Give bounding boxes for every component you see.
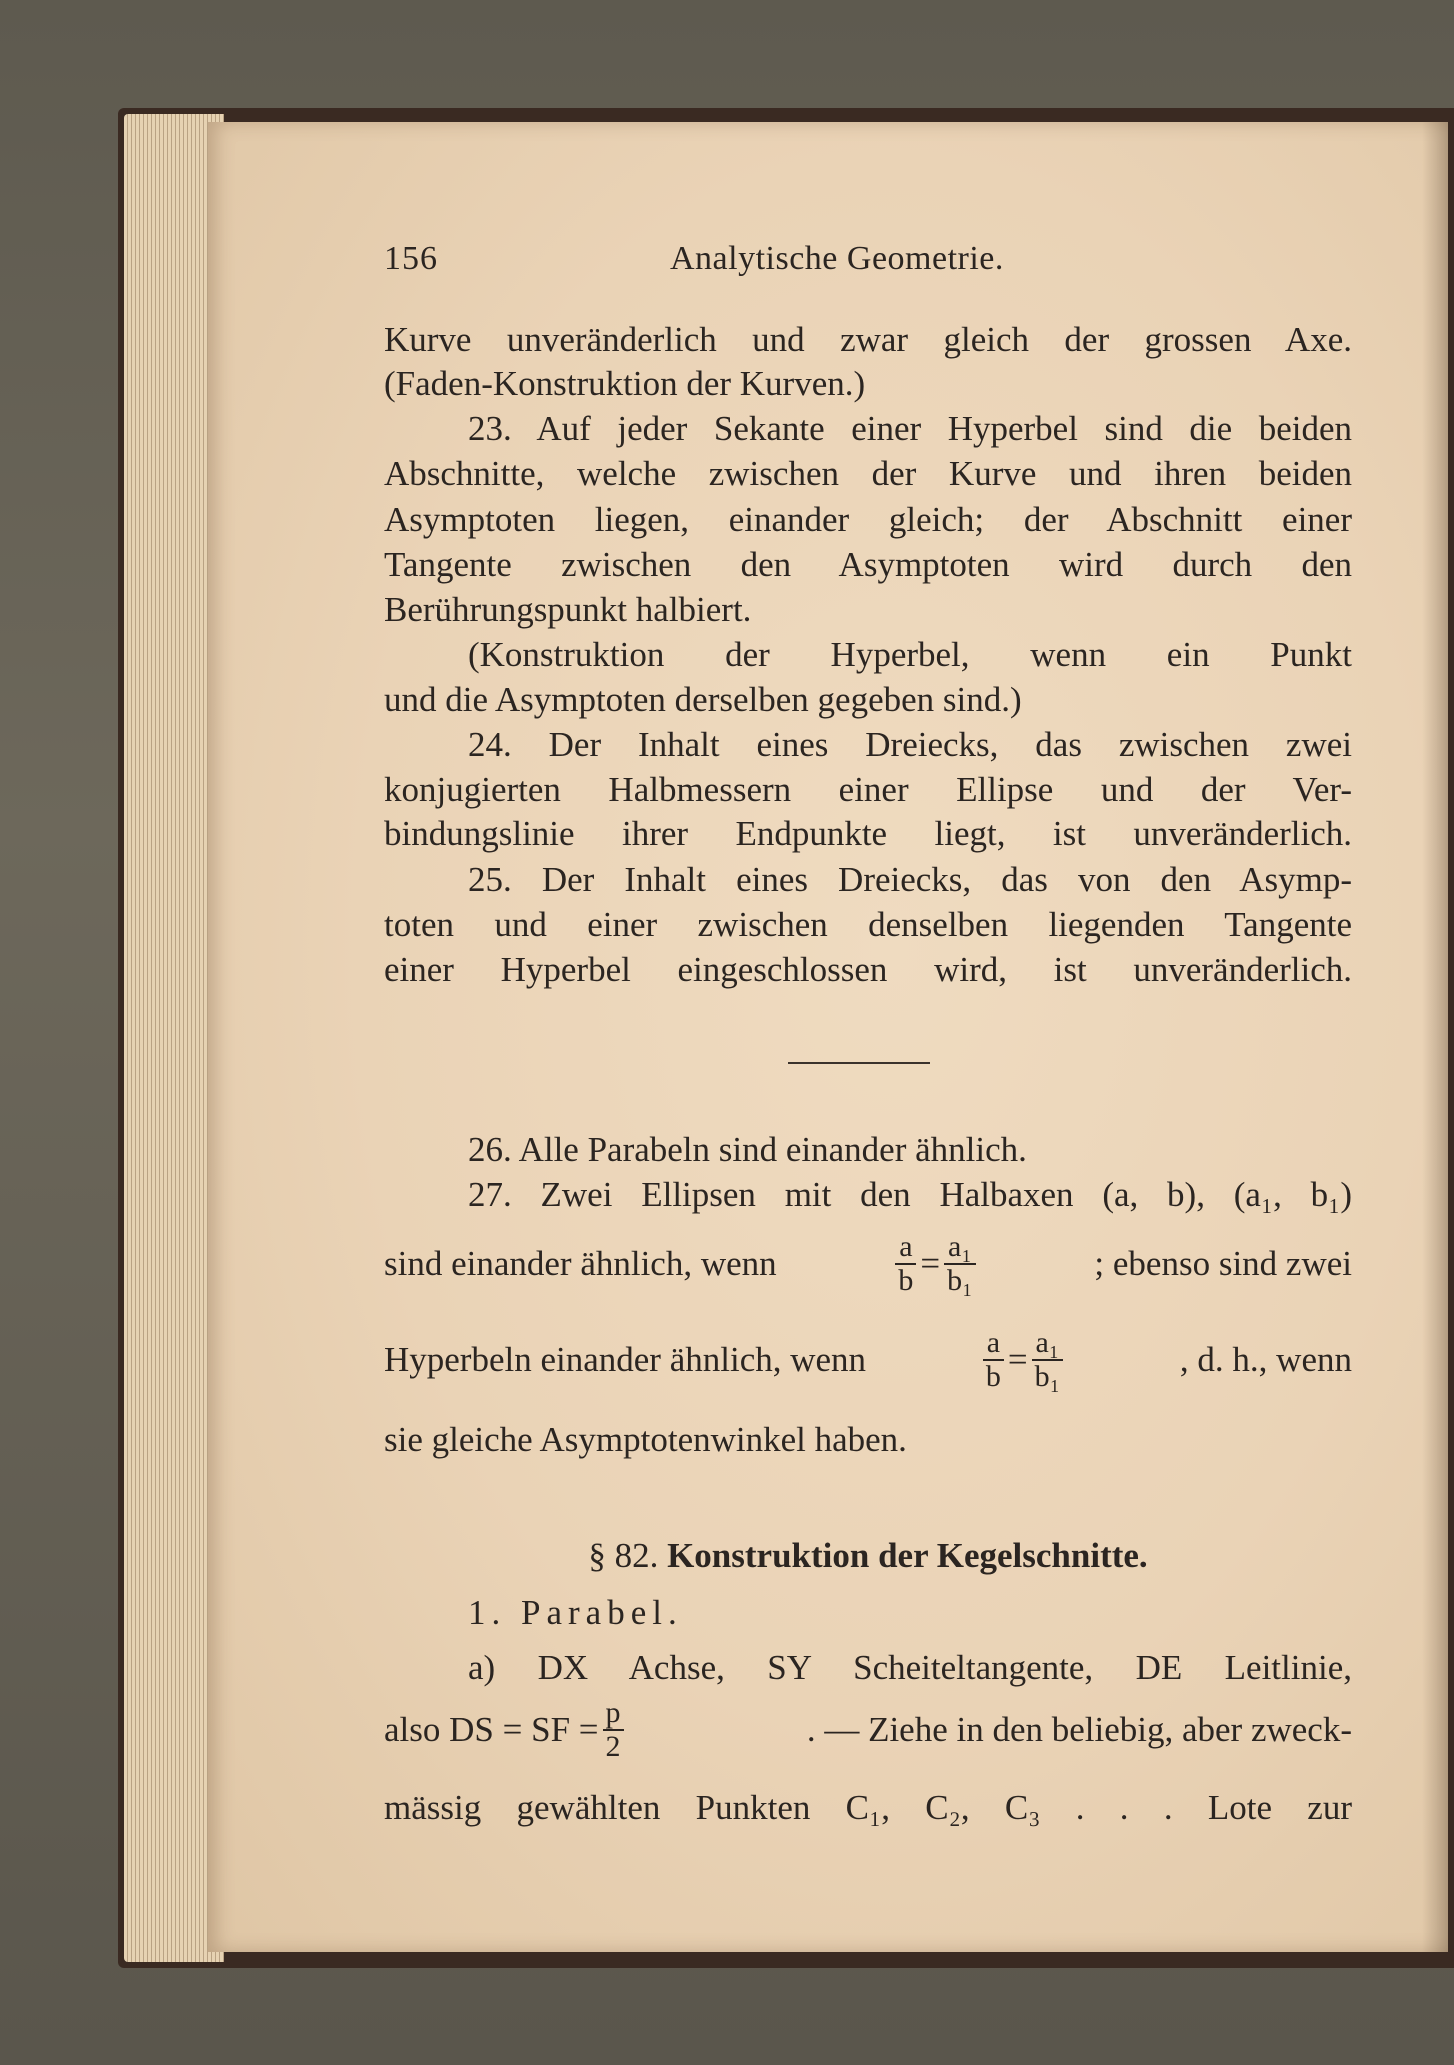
text-line: Kurve unveränderlich und zwar gleich der grossen Axe. — [384, 320, 1352, 359]
section-heading — [384, 1534, 1352, 1578]
fraction-numerator: p — [603, 1697, 624, 1731]
text-line: 26. Alle Parabeln sind einander ähnlich. — [468, 1130, 1027, 1169]
fraction — [895, 1231, 916, 1297]
section-title: Konstruktion der Kegelschnitte. — [667, 1536, 1148, 1575]
fraction — [944, 1231, 975, 1297]
fraction-numerator: a — [983, 1327, 1004, 1361]
text-line: (Konstruktion der Hyperbel, wenn ein Punkt — [468, 635, 1352, 674]
text-segment: sind einander ähnlich, wenn — [384, 1244, 777, 1283]
fraction — [603, 1697, 624, 1763]
equals-sign: = — [920, 1244, 941, 1283]
text-line: mässig gewählten Punkten C₁, C₂, C₃ . . . Lote zur — [384, 1788, 1352, 1827]
text-line: 24. Der Inhalt eines Dreiecks, das zwischen zwei — [468, 725, 1352, 764]
fraction — [1032, 1327, 1063, 1393]
text-line: Tangente zwischen den Asymptoten wird durch den — [384, 545, 1352, 584]
fraction-numerator: a — [895, 1231, 916, 1265]
fraction-numerator: a₁ — [1032, 1327, 1063, 1361]
text-line: Abschnitte, welche zwischen der Kurve und ihren beiden — [384, 454, 1352, 493]
text-line: konjugierten Halbmessern einer Ellipse und der Ver- — [384, 770, 1352, 809]
text-line: a) DX Achse, SY Scheiteltangente, DE Leitlinie, — [468, 1648, 1352, 1687]
formula-line — [384, 1224, 1352, 1304]
text-line: toten und einer zwischen denselben liegenden Tangente — [384, 905, 1352, 944]
text-line: bindungslinie ihrer Endpunkte liegt, ist unveränderlich. — [384, 814, 1352, 853]
text-segment: also DS = SF = — [384, 1710, 599, 1749]
text-segment: Hyperbeln einander ähnlich, wenn — [384, 1340, 867, 1379]
fraction-denominator: b — [985, 1360, 1001, 1393]
text-line: (Faden-Konstruktion der Kurven.) — [384, 364, 866, 403]
text-line: sie gleiche Asymptotenwinkel haben. — [384, 1420, 907, 1459]
formula-line — [384, 1690, 1352, 1770]
running-head — [208, 240, 1448, 290]
text-line: und die Asymptoten derselben gegeben sind.) — [384, 680, 1022, 719]
text-line: Asymptoten liegen, einander gleich; der Abschnitt einer — [384, 500, 1352, 539]
fraction-denominator: b — [898, 1264, 914, 1297]
text-line: Berührungspunkt halbiert. — [384, 590, 752, 629]
subsection-heading: 1. Parabel. — [468, 1593, 683, 1632]
text-segment: ; ebenso sind zwei — [1094, 1244, 1352, 1283]
text-segment: . — Ziehe in den beliebig, aber zweck- — [806, 1710, 1352, 1749]
fraction-denominator: 2 — [605, 1730, 621, 1763]
fraction-numerator: a₁ — [944, 1231, 975, 1265]
page-number: 156 — [384, 240, 438, 277]
gutter-shadow — [1422, 122, 1448, 1952]
running-title: Analytische Geometrie. — [670, 240, 1004, 277]
formula — [979, 1327, 1067, 1393]
section-number: § 82. — [588, 1536, 659, 1575]
equals-sign: = — [1007, 1340, 1028, 1379]
text-line: 23. Auf jeder Sekante einer Hyperbel sind die beiden — [468, 409, 1352, 448]
formula-line — [384, 1320, 1352, 1400]
text-line: 25. Der Inhalt eines Dreiecks, das von den Asymp- — [468, 860, 1352, 899]
separator-rule — [788, 1062, 930, 1064]
formula — [891, 1231, 979, 1297]
fraction-denominator: b₁ — [1034, 1360, 1061, 1393]
text-segment: , d. h., wenn — [1179, 1340, 1352, 1379]
book-page — [208, 122, 1448, 1952]
text-line: 27. Zwei Ellipsen mit den Halbaxen (a, b), (a₁, b₁) — [468, 1175, 1352, 1214]
text-line: einer Hyperbel eingeschlossen wird, ist unveränderlich. — [384, 950, 1352, 989]
fraction — [983, 1327, 1004, 1393]
formula — [384, 1697, 628, 1763]
fraction-denominator: b₁ — [947, 1264, 973, 1297]
